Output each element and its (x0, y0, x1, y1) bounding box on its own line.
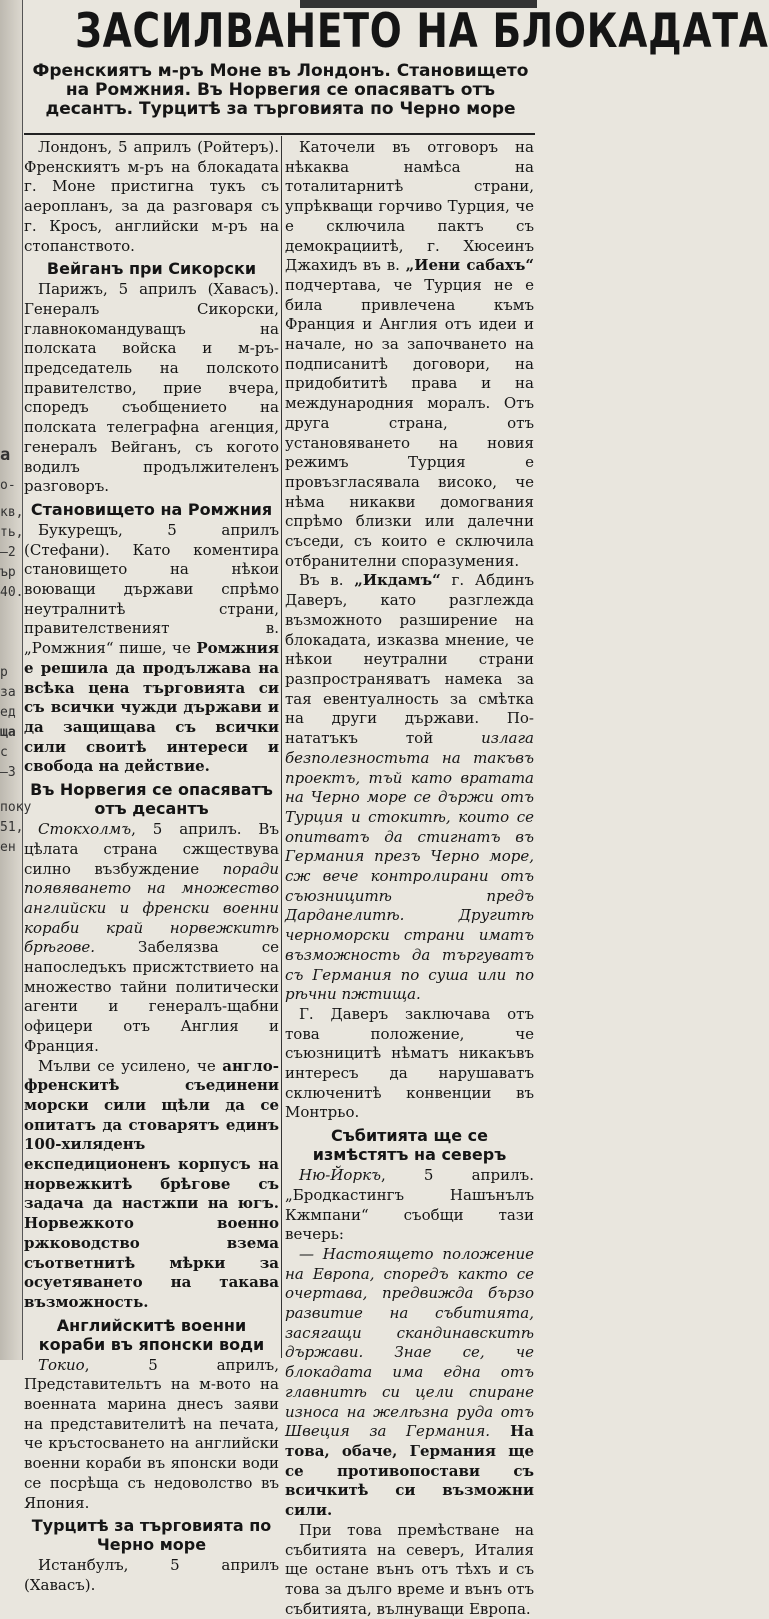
section-heading: Английскитѣ военни кораби въ японски води (38, 1315, 265, 1354)
section-heading: Въ Норвегия се опасяватъ отъ десантъ (30, 780, 273, 819)
margin-fragment: 51, (0, 820, 24, 835)
article-paragraph: Г. Даверъ заключава отъ това положение, че съюзницитѣ нѣматъ никакъвъ интересъ да нарушаватъ сключенитѣ конвенции въ Монтрьо. (285, 1004, 534, 1122)
bold-text-run: „Иени сабахъ“ (405, 256, 534, 275)
bold-text-run: Ромжния е решила да продължава на всѣка цена търговията си съ всички чужди държави и да защищава съ всички сили своитѣ интереси и свобода на действие. (24, 639, 279, 776)
article-paragraph (24, 521, 279, 777)
margin-fragment: с (0, 745, 8, 760)
text-run: Букурещъ, 5 априлъ (Стефани). Като коментира становището на нѣкои воюващи държави спрѣмо неутралнитѣ страни, правителственият в. „Ромжния“ пише, че (24, 520, 279, 658)
italic-text-run: излага безполезностьта на такъвъ проектъ, тъй като вратата на Черно море се държи отъ Турция и стокитѣ, които се опитватъ да стигнатъ въ Германия презъ Черно море, сж вече контролирани отъ съюзницитѣ предъ Дарданелитѣ. Другитѣ черноморски страни иматъ възможность да търгуватъ съ Германия по суша или по рѣчни пжтища. (285, 729, 534, 1004)
article-paragraph (24, 1057, 279, 1313)
margin-fragment: ед (0, 705, 16, 720)
article-paragraph: Лондонъ, 5 априлъ (Ройтеръ). Френскиятъ м-ръ на блокадата г. Моне пристигна тукъ съ аеропланъ, за да разговаря съ г. Кросъ, английски м-ръ на стопанството. (24, 138, 279, 255)
dateline: Стокхолмъ (38, 820, 132, 839)
left-column (24, 138, 279, 1594)
article-paragraph (24, 820, 279, 1056)
text-run: г. Абдинъ Даверъ, като разглежда възможното разширение на блокадата, изказва мнение, че нѣкои неутрални страни разпространяватъ намека за тая евентуалность за смѣтка на други държави. По-нататъкъ той (285, 571, 534, 748)
subheadline: Френскиятъ м-ръ Моне въ Лондонъ. Становището на Ромжния. Въ Норвегия се опасяватъ отъ десантъ. Турцитѣ за търговията по Черно море (32, 61, 529, 119)
margin-fragment: кв, (0, 505, 24, 520)
text-run: , 5 априлъ. Въ цѣлата страна сжществува силно възбуждение (24, 820, 279, 878)
text-run: подчертава, че Турция не е била привлечена къмъ Франция и Англия отъ идеи и начале, но за започването на подписанитѣ договори, на придобититѣ права и на международния моралъ. Отъ друга страна, отъ установяването на новия режимъ Турция е провъзгласявала високо, че нѣма никакви домогвания спрѣмо близки или далечни съседи, съ които е сключила отбранителни споразумения. (285, 275, 534, 570)
column-divider (281, 136, 282, 1358)
section-heading: Вейганъ при Сикорски (46, 259, 257, 279)
margin-fragment: —2 (0, 545, 16, 560)
text-run: Забелязва се напоследъкъ присжтствието на множество тайни политически агенти и генералъ-щабни офицери отъ Англия и Франция. (24, 938, 279, 1055)
bold-text-run: „Икдамъ“ (354, 571, 441, 590)
section-heading: Турцитѣ за търговията по Черно море (31, 1516, 272, 1555)
right-column (285, 138, 534, 1618)
margin-fragment: ен (0, 840, 16, 855)
margin-fragment: за (0, 685, 16, 700)
margin-fragment: —3 (0, 765, 16, 780)
dateline: Ню-Йоркъ (299, 1166, 382, 1185)
article-paragraph: При това премѣстване на събитията на северъ, Италия ще остане вънъ отъ тѣхъ и съ това за дълго време и вънъ отъ събитията, вълнуващи Европа. (285, 1520, 534, 1618)
italic-text-run: поради появяването на множество английски и френски военни кораби край норвежкитѣ брѣгове. (24, 859, 279, 957)
margin-fragment: р (0, 665, 8, 680)
margin-fragment: ща (0, 725, 16, 740)
text-run: Въ в. (299, 571, 355, 590)
text-run: , 5 априлъ. „Бродкастингъ Нашънълъ Кжмпани“ съобщи тази вечерь: (285, 1166, 534, 1244)
article-paragraph (285, 571, 534, 1004)
article-paragraph: Истанбулъ, 5 априлъ (Хавасъ). (24, 1556, 279, 1594)
text-run: Мълви се усилено, че (38, 1056, 223, 1075)
bold-text-run: англо-френскитѣ съединени морски сили щѣли да се опитатъ да стоварятъ единъ 100-хиляденъ експедиционенъ корпусъ на норвежкитѣ брѣгове съ задача да настжпи на югъ. Норвежкото военно ржководство взема съответнитѣ мѣрки за осуетяването на такава възможность. (24, 1056, 279, 1311)
article-paragraph: Парижъ, 5 априлъ (Хавасъ). Генералъ Сикорски, главнокомандуващъ на полската войска и м-ръ-председатель на полското правителство, прие вчера, споредъ съобщението на полската телеграфна агенция, генералъ Вейганъ, съ когото водилъ продължителенъ разговоръ. (24, 280, 279, 496)
left-margin-fragments (0, 0, 32, 1360)
article-paragraph (285, 1245, 534, 1521)
article-paragraph (285, 1166, 534, 1245)
italic-text-run: — Настоящето положение на Европа, споредъ както се очертава, предвижда бързо развитие на събитията, засягащи скандинавскитѣ държави. Знае се, че блокадата има една отъ главнитѣ си цели спиране износа на желѣзна руда отъ Швеция за Германия. (285, 1244, 534, 1441)
dateline: Токио (38, 1355, 85, 1374)
text-run: Каточели въ отговоръ на нѣкаква намѣса на тоталитарнитѣ страни, упрѣкващи горчиво Турция, че е сключила пактъ съ демокрациитѣ, г. Хюсеинъ Джахидъ въ в. (285, 138, 534, 275)
article-paragraph (24, 1356, 279, 1514)
bold-text-run: На това, обаче, Германия ще се противопостави съ всичкитѣ си възможни сили. (285, 1422, 534, 1520)
margin-fragment: 40. (0, 585, 24, 600)
margin-fragment: ть, (0, 525, 24, 540)
margin-fragment: а (0, 445, 11, 465)
section-heading: Становището на Ромжния (30, 499, 273, 519)
margin-fragment: ър (0, 565, 16, 580)
headline: ЗАСИЛВАНЕТО НА БЛОКАДАТА (75, 4, 769, 59)
text-run: , 5 априлъ, Представительтъ на м-вото на военната марина днесъ заяви на представителитѣ на печата, че кръстосването на английски военни кораби въ японски води се посрѣща съ недоволство въ Япония. (24, 1355, 279, 1512)
header-rule (24, 133, 535, 135)
margin-fragment: поку (0, 800, 32, 815)
margin-fragment: о- (0, 478, 16, 493)
section-heading: Събитията ще се измѣстятъ на северъ (312, 1126, 507, 1165)
article-paragraph (285, 138, 534, 571)
